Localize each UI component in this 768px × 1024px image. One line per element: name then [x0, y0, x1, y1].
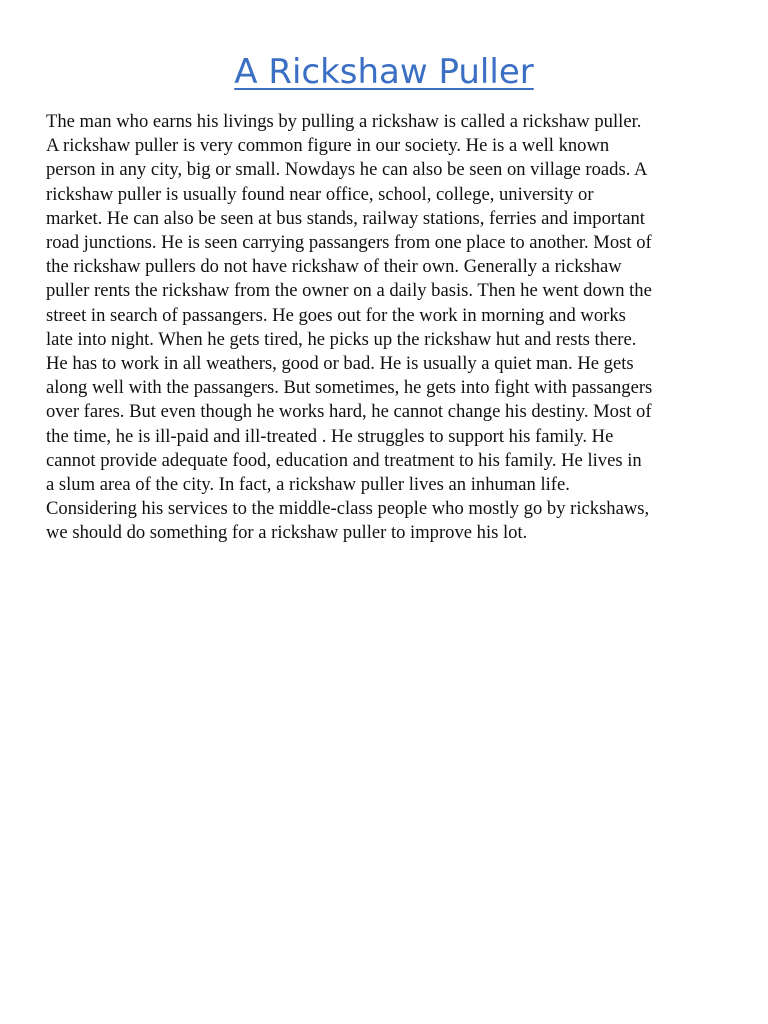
paragraph-line: He has to work in all weathers, good or bad. He is usually a quiet man. He gets — [46, 353, 634, 375]
paragraph-line: we should do something for a rickshaw puller to improve his lot. — [46, 522, 528, 544]
essay-paragraph — [46, 110, 726, 546]
paragraph-line: the time, he is ill-paid and ill-treated . He struggles to support his family. He — [46, 425, 614, 447]
paragraph-line: along well with the passangers. But sometimes, he gets into fight with passangers — [46, 377, 653, 399]
paragraph-line: over fares. But even though he works hard, he cannot change his destiny. Most of — [46, 401, 652, 423]
paragraph-line: puller rents the rickshaw from the owner on a daily basis. Then he went down the — [46, 280, 652, 302]
paragraph-line: Considering his services to the middle-class people who mostly go by rickshaws, — [46, 498, 650, 520]
paragraph-line: person in any city, big or small. Nowdays he can also be seen on village roads. A — [46, 159, 648, 181]
paragraph-line: the rickshaw pullers do not have rickshaw of their own. Generally a rickshaw — [46, 256, 622, 278]
document-title: A Rickshaw Puller — [234, 52, 534, 92]
paragraph-line: road junctions. He is seen carrying passangers from one place to another. Most of — [46, 232, 652, 254]
paragraph-line: a slum area of the city. In fact, a rickshaw puller lives an inhuman life. — [46, 474, 570, 496]
paragraph-line: cannot provide adequate food, education and treatment to his family. He lives in — [46, 449, 642, 471]
paragraph-line: The man who earns his livings by pulling a rickshaw is called a rickshaw puller. — [46, 111, 642, 132]
paragraph-line: street in search of passangers. He goes out for the work in morning and works — [46, 304, 626, 326]
paragraph-line: rickshaw puller is usually found near office, school, college, university or — [46, 183, 594, 205]
paragraph-line: A rickshaw puller is very common figure in our society. He is a well known — [46, 135, 610, 157]
paragraph-line: late into night. When he gets tired, he picks up the rickshaw hut and rests there. — [46, 328, 637, 350]
paragraph-line: market. He can also be seen at bus stands, railway stations, ferries and important — [46, 207, 645, 229]
